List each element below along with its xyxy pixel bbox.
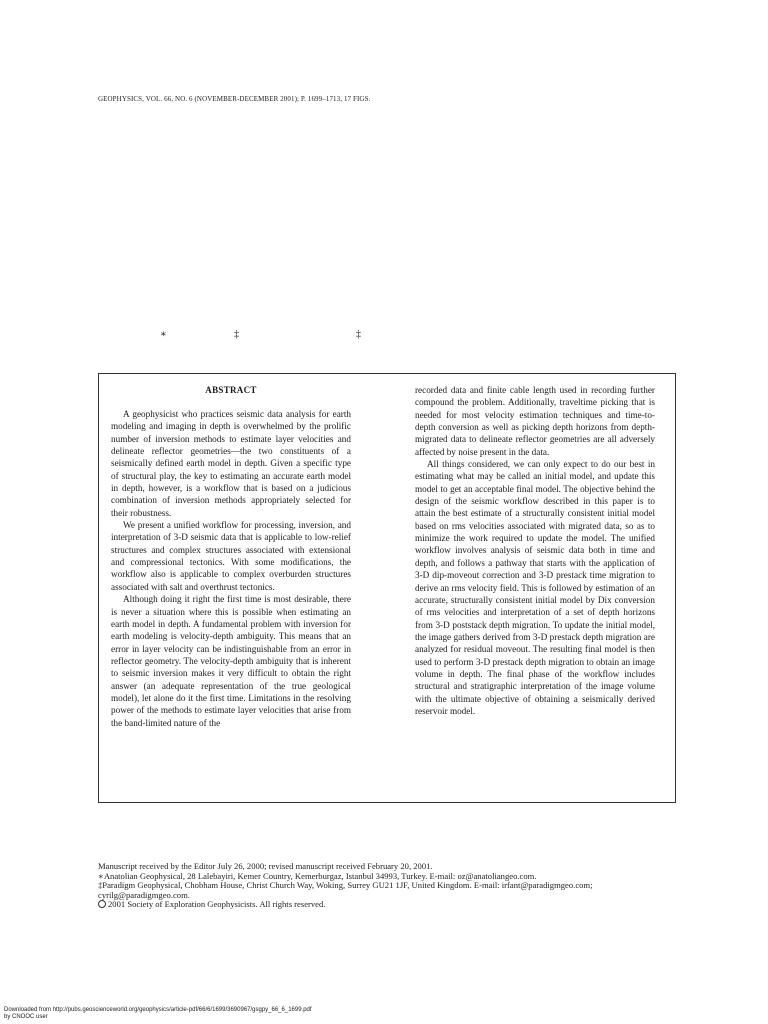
affiliation-1: ∗Anatolian Geophysical, 28 Lalebayiri, Kemer Country, Kemerburgaz, Istanbul 34993, Turkey. E-mail: oz@anatoliangeo.com. bbox=[98, 870, 537, 881]
abstract-left-column bbox=[111, 384, 351, 729]
abstract-paragraph-3: Although doing it right the first time is most desirable, there is never a situation where this is possible when estimating an earth model in depth. A fundamental problem with inversion for earth modeling is velocity-depth ambiguity. This means that an error in layer velocity can be indistinguishable from an error in reflector geometry. The velocity-depth ambiguity that is inherent to seismic inversion makes it very difficult to obtain the right answer (an adequate representation of the true geological model), let alone do it the first time. Limitations in the resolving power of the methods to estimate layer velocities that arise from the band-limited nature of the bbox=[111, 594, 351, 728]
footnotes bbox=[98, 862, 688, 910]
copyright-text: 2001 Society of Exploration Geophysicists. All rights reserved. bbox=[108, 899, 326, 910]
affiliation-2: ‡Paradigm Geophysical, Chobham House, Christ Church Way, Woking, Surrey GU21 1JF, United Kingdom. E-mail: irfant@paradigmgeo.com; bbox=[98, 880, 593, 891]
author-mark-3: ‡ bbox=[356, 329, 361, 340]
abstract-box bbox=[98, 373, 676, 803]
author-marks bbox=[0, 329, 768, 343]
author-mark-1: ∗ bbox=[160, 329, 167, 340]
download-user-line: by CNOOC user bbox=[4, 1014, 48, 1020]
abstract-paragraph-4: All things considered, we can only expect to do our best in estimating what may be called an initial model, and update this model to get an acceptable final model. The objective behind the design of the seismic workflow described in this paper is to attain the best estimate of a structurally consistent initial model based on rms velocities associated with migrated data, so as to minimize the work required to update the model. The unified workflow involves analysis of seismic data both in time and depth, and follows a pathway that starts with the application of 3-D dip-moveout correction and 3-D prestack time migration to derive an rms velocity field. This is followed by estimation of an accurate, structurally consistent initial model by Dix conversion of rms velocities and interpretation of a set of depth horizons from 3-D poststack depth migration. To update the initial model, the image gathers derived from 3-D prestack depth migration are analyzed for residual moveout. The resulting final model is then used to perform 3-D prestack depth migration to obtain an image volume in depth. The final phase of the workflow includes structural and stratigraphic interpretation of the image volume with the ultimate objective of obtaining a seismically derived reservoir model. bbox=[415, 459, 655, 716]
abstract-right-column bbox=[415, 384, 655, 717]
journal-citation: GEOPHYSICS, VOL. 66, NO. 6 (NOVEMBER-DECEMBER 2001); P. 1699–1713, 17 FIGS. bbox=[98, 95, 371, 103]
author-mark-2: ‡ bbox=[234, 329, 239, 340]
affiliation-2-continued: cyrilg@paradigmgeo.com. bbox=[98, 889, 190, 900]
abstract-heading: ABSTRACT bbox=[205, 385, 257, 395]
manuscript-received: Manuscript received by the Editor July 26, 2000; revised manuscript received February 20, 2001. bbox=[98, 861, 433, 871]
abstract-paragraph-2: We present a unified workflow for processing, inversion, and interpretation of 3-D seismic data that is applicable to low-relief structures and complex structures associated with extensional and compressional tectonics. With some modifications, the workflow also is applicable to complex overburden structures associated with salt and overthrust tectonics. bbox=[111, 520, 351, 592]
abstract-paragraph-3-continued: recorded data and finite cable length used in recording further compound the problem. Additionally, traveltime picking that is needed for most velocity estimation techniques and time-to-depth conversion as well as picking depth horizons from depth-migrated data to delineate reflector geometries are all adversely affected by noise present in the data. bbox=[415, 385, 655, 457]
abstract-paragraph-1: A geophysicist who practices seismic data analysis for earth modeling and imaging in depth is overwhelmed by the prolific number of inversion methods to estimate layer velocities and delineate reflector geometries—the two constituents of a seismically defined earth model in depth. Given a specific type of structural play, the key to estimating an accurate earth model in depth, however, is a workflow that is based on a judicious combination of inversion methods appropriately selected for their robustness. bbox=[111, 409, 351, 518]
copyright-line bbox=[98, 900, 688, 910]
download-note bbox=[4, 1007, 312, 1021]
download-url-line: Downloaded from http://pubs.geoscienceworld.org/geophysics/article-pdf/66/6/1699/3690967/gsgpy_66_6_1699.pdf bbox=[4, 1007, 312, 1013]
copyright-circle-icon bbox=[98, 900, 106, 908]
